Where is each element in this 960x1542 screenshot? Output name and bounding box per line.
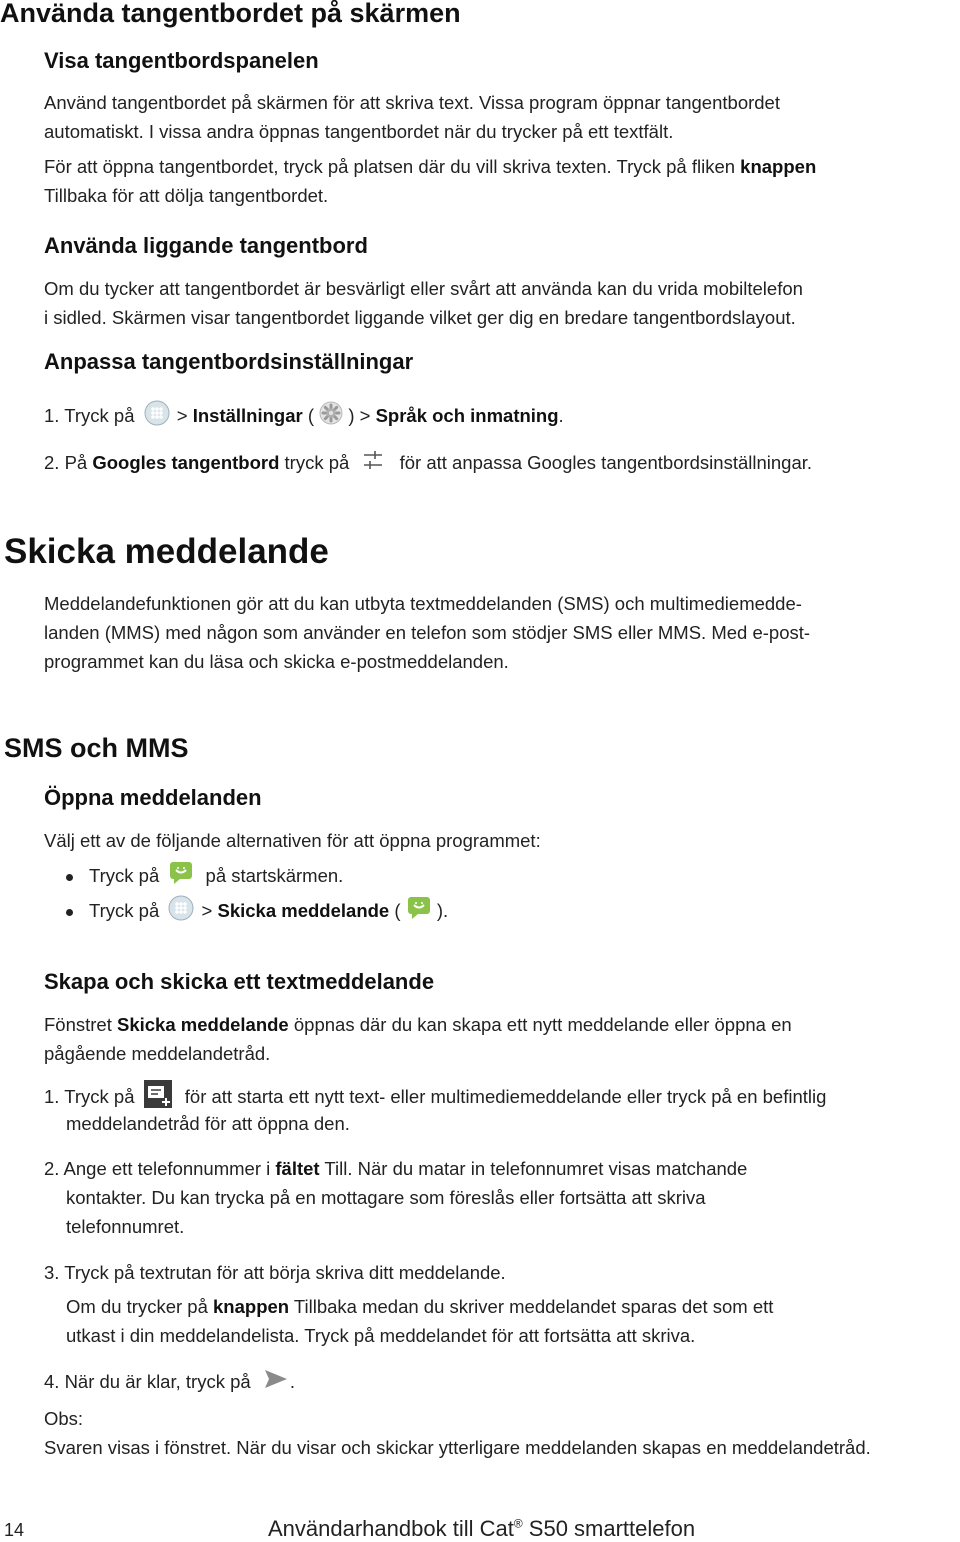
- gear-icon: [319, 401, 343, 433]
- step-2-google-keyboard: 2. På Googles tangentbord tryck på för att anpassa Googles tangentbordsinställningar.: [44, 448, 812, 479]
- paragraph-line: utkast i din meddelandelista. Tryck på meddelandet för att fortsätta att skriva.: [66, 1325, 696, 1346]
- footer-title: Användarhandbok till Cat® S50 smarttelefon: [268, 1516, 696, 1541]
- section-title-sms-mms: SMS och MMS: [4, 733, 189, 763]
- messaging-icon: [406, 895, 432, 929]
- heading-create-send-sms: Skapa och skicka ett textmeddelande: [44, 969, 435, 994]
- paragraph-line: Fönstret Skicka meddelande öppnas där du kan skapa ett nytt meddelande eller öppna en: [44, 1014, 792, 1035]
- paragraph-line: Välj ett av de följande alternativen för att öppna programmet:: [44, 830, 541, 851]
- paragraph-line: Meddelandefunktionen gör att du kan utbyta textmeddelanden (SMS) och multimediemedde-: [44, 593, 802, 614]
- bullet: [66, 909, 73, 916]
- paragraph-line: Om du tycker att tangentbordet är besvärligt eller svårt att använda kan du vrida mobiltelefon: [44, 278, 803, 299]
- page-number: 14: [4, 1520, 25, 1540]
- step-1-new-message: 1. Tryck på för att starta ett nytt text- eller multimediemeddelande eller tryck på en befintlig: [44, 1080, 826, 1116]
- note-text: Svaren visas i fönstret. När du visar och skickar ytterligare meddelanden skapas en meddelandetråd.: [44, 1437, 871, 1458]
- messaging-icon: [168, 860, 194, 894]
- paragraph-line: pågående meddelandetråd.: [44, 1043, 271, 1064]
- paragraph-line: landen (MMS) med någon som använder en telefon som stödjer SMS eller MMS. Med e-post-: [44, 622, 811, 643]
- paragraph-line: För att öppna tangentbordet, tryck på platsen där du vill skriva texten. Tryck på fliken knappen: [44, 156, 817, 177]
- apps-icon: [168, 895, 194, 929]
- paragraph-line: Om du trycker på knappen Tillbaka medan du skriver meddelandet sparas det som ett: [66, 1296, 774, 1317]
- step-1-settings: 1. Tryck på > Inställningar ( ) > Språk och inmatning.: [44, 400, 564, 434]
- paragraph-line: automatiskt. I vissa andra öppnas tangentbordet när du trycker på ett textfält.: [44, 121, 674, 142]
- paragraph-line: kontakter. Du kan trycka på en mottagare som föreslås eller fortsätta att skriva: [66, 1187, 706, 1208]
- paragraph-line: meddelandetråd för att öppna den.: [66, 1113, 350, 1134]
- step-2-phone-number: 2. Ange ett telefonnummer i fältet Till. När du matar in telefonnumret visas matchande: [44, 1158, 748, 1179]
- bullet: [66, 874, 73, 881]
- send-icon: [264, 1368, 288, 1398]
- paragraph-line: programmet kan du läsa och skicka e-postmeddelanden.: [44, 651, 509, 672]
- apps-icon: [144, 400, 170, 434]
- list-item: Tryck på > Skicka meddelande ( ).: [66, 895, 448, 929]
- heading-open-messages: Öppna meddelanden: [44, 785, 262, 810]
- list-item: Tryck på på startskärmen.: [66, 860, 343, 894]
- section-title-send-message: Skicka meddelande: [4, 532, 329, 571]
- sliders-icon: [362, 449, 384, 479]
- heading-keyboard-settings: Anpassa tangentbordsinställningar: [44, 349, 414, 374]
- paragraph-line: Använd tangentbordet på skärmen för att skriva text. Vissa program öppnar tangentbordet: [44, 92, 780, 113]
- note-label: Obs:: [44, 1408, 84, 1429]
- step-4-send: 4. När du är klar, tryck på .: [44, 1367, 295, 1398]
- step-3-text-box: 3. Tryck på textrutan för att börja skriva ditt meddelande.: [44, 1262, 506, 1283]
- heading-show-keyboard: Visa tangentbordspanelen: [44, 48, 319, 73]
- paragraph-line: i sidled. Skärmen visar tangentbordet liggande vilket ger dig en bredare tangentbordslayout.: [44, 307, 796, 328]
- paragraph-line: Tillbaka för att dölja tangentbordet.: [44, 185, 329, 206]
- paragraph-line: telefonnumret.: [66, 1216, 185, 1237]
- section-title-keyboard: Använda tangentbordet på skärmen: [0, 0, 461, 28]
- heading-landscape-keyboard: Använda liggande tangentbord: [44, 233, 368, 258]
